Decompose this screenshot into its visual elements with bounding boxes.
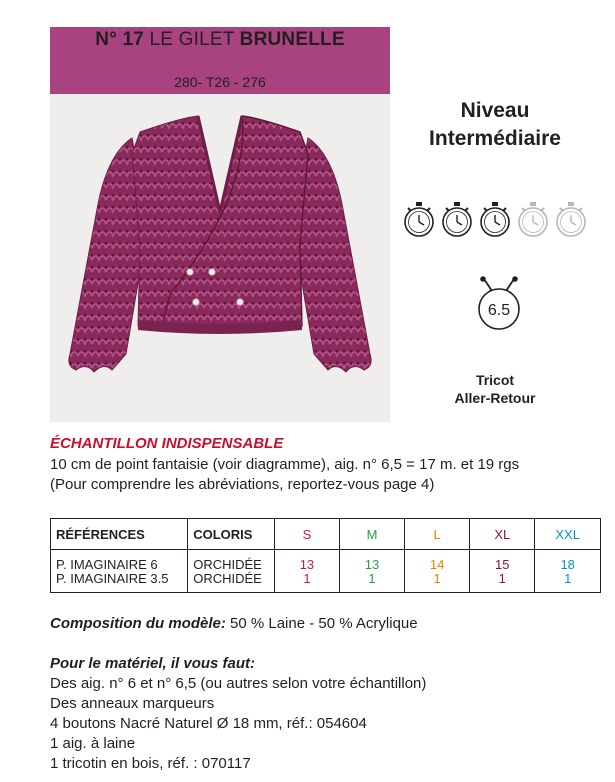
header-references: RÉFÉRENCES bbox=[51, 519, 188, 550]
material-item: 4 boutons Nacré Naturel Ø 18 mm, réf.: 054604 bbox=[50, 715, 367, 732]
level-label: Niveau bbox=[460, 99, 530, 122]
material-item: Des anneaux marqueurs bbox=[50, 695, 215, 712]
level-value: Intermédiaire bbox=[429, 127, 561, 150]
yarn-references bbox=[51, 550, 188, 593]
table-header-row bbox=[51, 519, 601, 550]
qty-value: 14 bbox=[429, 557, 445, 572]
header-colors: COLORIS bbox=[188, 519, 275, 550]
qty-size-xxl bbox=[535, 550, 601, 593]
qty-value: 13 bbox=[299, 557, 315, 572]
qty-value: 1 bbox=[433, 571, 441, 586]
qty-value: 13 bbox=[364, 557, 380, 572]
yarn-ref: P. IMAGINAIRE 3.5 bbox=[56, 571, 169, 586]
needle-size-value: 6.5 bbox=[487, 302, 511, 319]
timer-icon-empty bbox=[557, 202, 585, 236]
references-table bbox=[50, 518, 601, 593]
difficulty-timers bbox=[401, 200, 591, 240]
pattern-number: N° 17 bbox=[95, 29, 145, 50]
header-size-xl: XL bbox=[470, 519, 535, 550]
cardigan-photo bbox=[50, 94, 390, 422]
header-size-l: L bbox=[405, 519, 470, 550]
timer-icon-filled bbox=[443, 202, 471, 236]
material-item: 1 aig. à laine bbox=[50, 735, 136, 752]
technique bbox=[410, 371, 580, 407]
composition-value: 50 % Laine - 50 % Acrylique bbox=[230, 615, 418, 632]
timer-icon-filled bbox=[405, 202, 433, 236]
pattern-title-bold: BRUNELLE bbox=[239, 29, 345, 50]
yarn-color: ORCHIDÉE bbox=[193, 557, 262, 572]
material-item: Des aig. n° 6 et n° 6,5 (ou autres selon votre échantillon) bbox=[50, 675, 427, 692]
header-band bbox=[50, 27, 390, 94]
qty-value: 18 bbox=[560, 557, 575, 572]
qty-size-l bbox=[405, 550, 470, 593]
timer-icon-filled bbox=[481, 202, 509, 236]
qty-value: 15 bbox=[495, 557, 510, 572]
yarn-ref: P. IMAGINAIRE 6 bbox=[56, 557, 158, 572]
composition bbox=[50, 615, 418, 632]
qty-size-m bbox=[339, 550, 404, 593]
technique-line1: Tricot bbox=[475, 372, 515, 388]
pattern-title-plain: LE GILET bbox=[149, 29, 235, 50]
sample-note: (Pour comprendre les abréviations, reportez-vous page 4) bbox=[50, 476, 435, 493]
qty-size-s bbox=[274, 550, 339, 593]
qty-size-xl bbox=[470, 550, 535, 593]
header-size-xxl: XXL bbox=[535, 519, 601, 550]
sample-gauge: 10 cm de point fantaisie (voir diagramme), aig. n° 6,5 = 17 m. et 19 rgs bbox=[50, 456, 520, 473]
header-size-s: S bbox=[274, 519, 339, 550]
pattern-title bbox=[50, 29, 390, 51]
qty-value: 1 bbox=[368, 571, 376, 586]
table-row bbox=[51, 550, 601, 593]
yarn-colors bbox=[188, 550, 275, 593]
composition-label: Composition du modèle: bbox=[50, 615, 226, 632]
qty-value: 1 bbox=[303, 571, 311, 586]
yarn-color: ORCHIDÉE bbox=[193, 571, 262, 586]
header-size-m: M bbox=[339, 519, 404, 550]
qty-value: 1 bbox=[498, 571, 506, 586]
sample-title: ÉCHANTILLON INDISPENSABLE bbox=[50, 435, 284, 452]
difficulty-level bbox=[400, 97, 590, 153]
needle-size-icon bbox=[470, 275, 528, 333]
material-item: 1 tricotin en bois, réf. : 070117 bbox=[50, 755, 251, 772]
pattern-codes: 280- T26 - 276 bbox=[174, 74, 266, 90]
knitting-needles-icon bbox=[470, 275, 528, 333]
technique-line2: Aller-Retour bbox=[454, 390, 536, 406]
cardigan-illustration bbox=[50, 94, 390, 422]
timer-icon-empty bbox=[519, 202, 547, 236]
qty-value: 1 bbox=[564, 571, 572, 586]
material-title: Pour le matériel, il vous faut: bbox=[50, 655, 256, 672]
